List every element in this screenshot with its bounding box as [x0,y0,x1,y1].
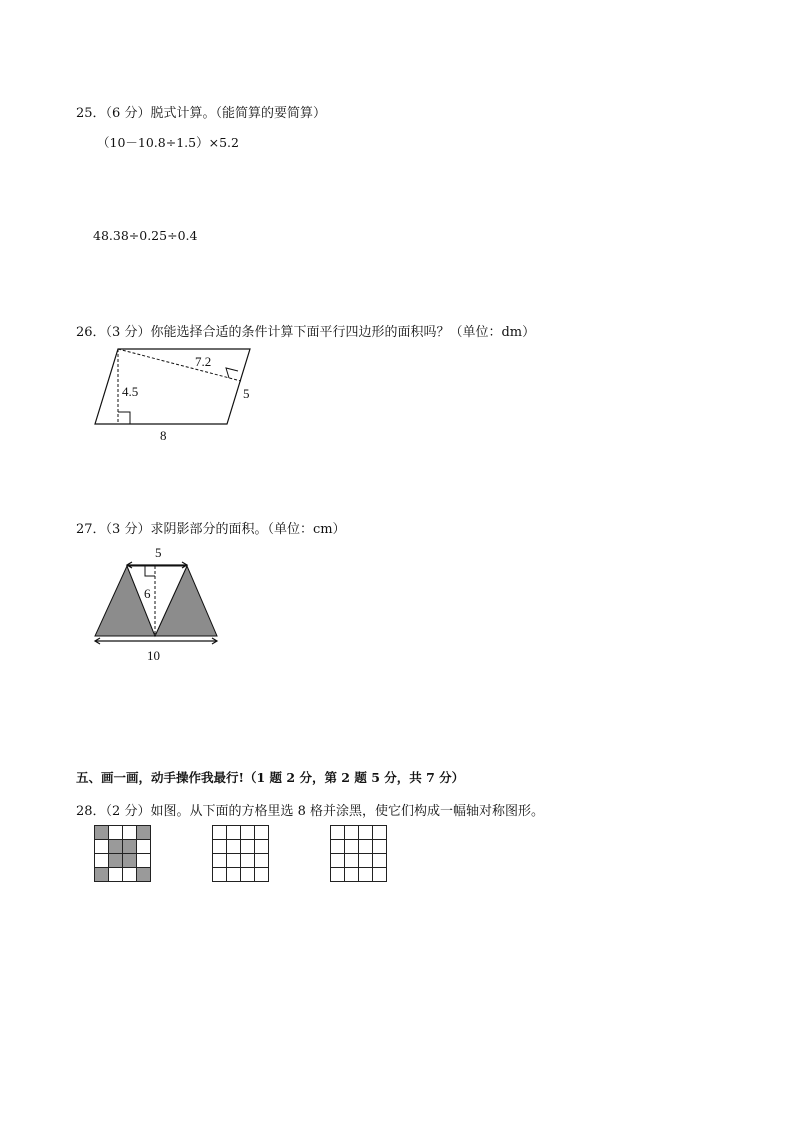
grid-cell[interactable] [212,867,226,881]
grid-cell[interactable] [330,825,344,839]
grid-cell[interactable] [330,853,344,867]
grid-cell[interactable] [358,867,372,881]
grid-cell[interactable] [344,853,358,867]
example-symmetric-grid [94,825,151,882]
q27-title: 27．（3 分）求阴影部分的面积。（单位：cm） [76,522,346,537]
grid-cell[interactable] [212,825,226,839]
grid-cell[interactable] [240,839,254,853]
label-diagonal-height: 7.2 [195,354,212,369]
q25-title: 25．（6 分）脱式计算。（能简算的要简算） [76,106,326,121]
grid-cell [136,825,150,839]
grid-cell[interactable] [212,853,226,867]
grid-cell [94,825,108,839]
grid-cell[interactable] [372,839,386,853]
label-top-width: 5 [155,545,162,560]
blank-grid-2[interactable] [330,825,387,882]
grid-cell[interactable] [372,853,386,867]
grid-cell[interactable] [372,825,386,839]
label-bottom-width: 10 [147,648,160,663]
grid-cell[interactable] [226,825,240,839]
grid-cell [94,853,108,867]
section-5-heading: 五、画一画，动手操作我最行!（1 题 2 分，第 2 题 5 分，共 7 分） [76,770,465,785]
grid-cell [122,839,136,853]
grid-cell[interactable] [358,825,372,839]
grid-cell[interactable] [226,867,240,881]
grid-cell [136,867,150,881]
label-side: 5 [243,386,250,401]
grid-cell[interactable] [240,867,254,881]
grid-cell[interactable] [330,867,344,881]
blank-grid-1[interactable] [212,825,269,882]
grid-cell[interactable] [240,825,254,839]
grid-cell [108,853,122,867]
grid-cell [108,839,122,853]
grid-cell[interactable] [240,853,254,867]
label-height: 4.5 [122,384,139,399]
grid-cell [94,867,108,881]
grid-cell[interactable] [254,839,268,853]
grid-cell[interactable] [344,839,358,853]
q25-expression-2: 48.38÷0.25÷0.4 [93,228,198,243]
grid-cell [108,825,122,839]
grid-cell [94,839,108,853]
grid-cell[interactable] [344,825,358,839]
grid-cell[interactable] [212,839,226,853]
grid-cell[interactable] [226,839,240,853]
grid-cell [122,825,136,839]
grid-cell [136,839,150,853]
label-height: 6 [144,586,151,601]
q25-expression-1: （10－10.8÷1.5）×5.2 [97,135,239,150]
label-base: 8 [160,428,167,443]
grid-cell [122,867,136,881]
grid-cell[interactable] [372,867,386,881]
grid-cell[interactable] [330,839,344,853]
grid-cell [136,853,150,867]
grid-cell [108,867,122,881]
grid-cell[interactable] [226,853,240,867]
grid-cell[interactable] [254,825,268,839]
grid-cell[interactable] [254,853,268,867]
grid-cell[interactable] [344,867,358,881]
grid-cell[interactable] [254,867,268,881]
q26-title: 26．（3 分）你能选择合适的条件计算下面平行四边形的面积吗？（单位：dm） [76,325,536,340]
grid-cell [122,853,136,867]
q28-title: 28．（2 分）如图。从下面的方格里选 8 格并涂黑，使它们构成一幅轴对称图形。 [76,804,544,819]
grid-cell[interactable] [358,839,372,853]
grid-cell[interactable] [358,853,372,867]
